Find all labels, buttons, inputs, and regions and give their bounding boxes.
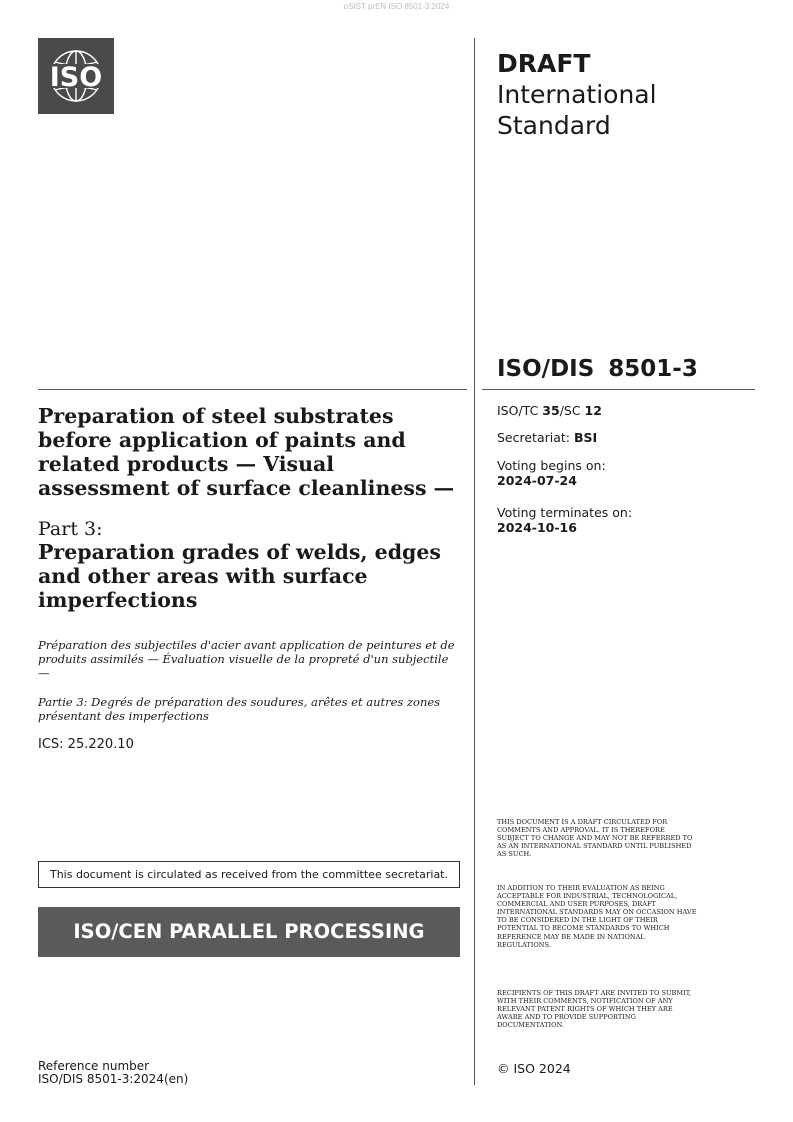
committee-sep: /SC xyxy=(559,403,585,418)
parallel-processing-banner: ISO/CEN PARALLEL PROCESSING xyxy=(38,907,460,957)
voting-terminates xyxy=(497,505,632,535)
reference-label: Reference number xyxy=(38,1059,150,1073)
horizontal-divider-left xyxy=(38,389,467,390)
legal-notice-1: THIS DOCUMENT IS A DRAFT CIRCULATED FOR COMMENTS AND APPROVAL. IT IS THEREFORE SUBJECT TO CHANGE AND MAY NOT BE REFERRED TO AS AN INTERNATIONAL STANDARD UNTIL PUBLISHED AS SUCH. xyxy=(497,818,693,859)
voting-terminates-date: 2024-10-16 xyxy=(497,520,577,535)
vertical-divider xyxy=(474,38,475,1085)
legal-notice-3: RECIPIENTS OF THIS DRAFT ARE INVITED TO SUBMIT, WITH THEIR COMMENTS, NOTIFICATION OF ANY RELEVANT PATENT RIGHTS OF WHICH THEY ARE AWARE AND TO PROVIDE SUPPORTING DOCUMENTATION. xyxy=(497,989,692,1030)
part-title: Preparation grades of welds, edges and other areas with surface imperfections xyxy=(38,540,441,612)
iso-globe-icon xyxy=(38,38,114,114)
watermark: oSIST prEN ISO 8501-3:2024 xyxy=(343,2,450,11)
circulation-note: This document is circulated as received from the committee secretariat. xyxy=(38,861,460,888)
french-part-title: Partie 3: Degrés de préparation des soudures, arêtes et autres zones présentant des imperfections xyxy=(38,695,441,723)
committee-tc: 35 xyxy=(542,403,560,418)
voting-begins-date: 2024-07-24 xyxy=(497,473,577,488)
committee xyxy=(497,403,602,418)
reference-number xyxy=(38,1060,188,1086)
secretariat-label: Secretariat: xyxy=(497,430,574,445)
horizontal-divider-right xyxy=(482,389,755,390)
legal-notice-2: IN ADDITION TO THEIR EVALUATION AS BEING ACCEPTABLE FOR INDUSTRIAL, TECHNOLOGICAL, COMMERCIAL AND USER PURPOSES, DRAFT INTERNATIONAL STANDARDS MAY ON OCCASION HAVE TO BE CONSIDERED IN THE LIGHT OF THEIR POTENTIAL TO BECOME STANDARDS TO WHICH REFERENCE MAY BE MADE IN NATIONAL REGULATIONS. xyxy=(497,884,697,949)
standard-label: Standard xyxy=(497,111,611,140)
logo-text: ISO xyxy=(49,62,103,93)
reference-value: ISO/DIS 8501-3:2024(en) xyxy=(38,1072,189,1086)
voting-terminates-label: Voting terminates on: xyxy=(497,505,633,520)
committee-sc: 12 xyxy=(584,403,602,418)
voting-begins xyxy=(497,458,606,488)
iso-logo xyxy=(38,38,114,114)
draft-label: DRAFT xyxy=(497,49,591,78)
part-label: Part 3: xyxy=(38,518,103,540)
international-label: International xyxy=(497,80,657,109)
ics-code: ICS: 25.220.10 xyxy=(38,737,134,752)
committee-prefix: ISO/TC xyxy=(497,403,543,418)
copyright: © ISO 2024 xyxy=(497,1061,571,1076)
standard-number: ISO/DIS 8501-3 xyxy=(497,356,698,382)
secretariat xyxy=(497,430,597,445)
document-title: Preparation of steel substrates before application of paints and related products — Visual assessment of surface cleanliness — xyxy=(38,404,455,500)
secretariat-value: BSI xyxy=(573,430,598,445)
document-type-heading xyxy=(497,48,657,141)
voting-begins-label: Voting begins on: xyxy=(497,458,606,473)
french-title: Préparation des subjectiles d'acier avant application de peintures et de produits assimilés — Évaluation visuelle de la propreté d'un subjectile — xyxy=(38,638,455,680)
